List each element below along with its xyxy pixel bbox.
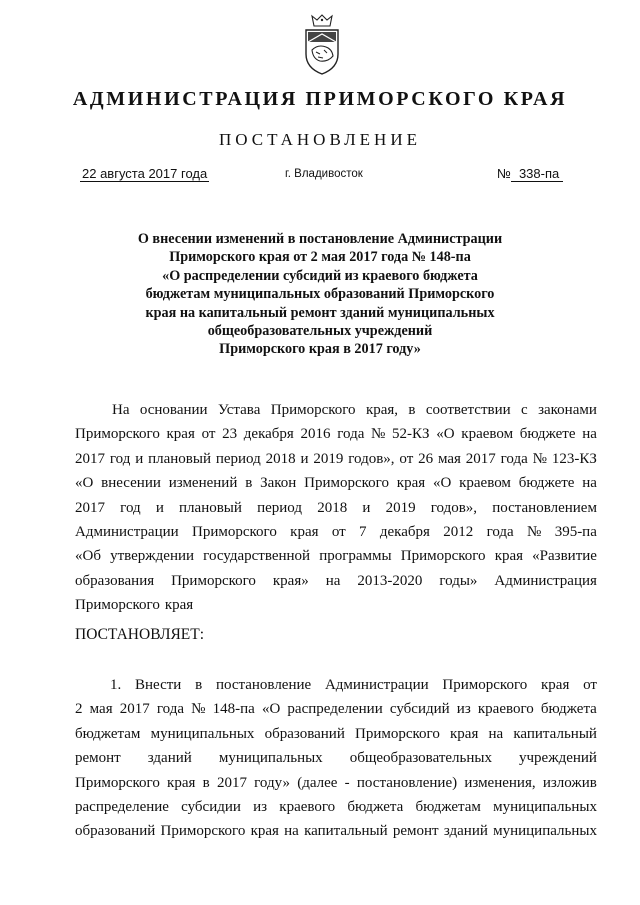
coat-of-arms-emblem [298, 12, 346, 76]
title-line: Приморского края в 2017 году» [219, 341, 421, 358]
text-line: 2017 год и плановый период 2018 и 2019 годов», постановлением [75, 499, 597, 516]
text-line: 2017 год и плановый период 2018 и 2019 годов», от 26 мая 2017 года № 123-КЗ [75, 450, 597, 467]
resolves-heading: ПОСТАНОВЛЯЕТ: [75, 626, 205, 643]
text-line: На основании Устава Приморского края, в соответствии с законами [112, 402, 597, 418]
title-line: Приморского края от 2 мая 2017 года № 148-па [169, 249, 471, 266]
text-line: образования Приморского края» на 2013-2020 годы» Администрация [75, 572, 597, 589]
preamble-paragraph [75, 398, 597, 618]
title-line: «О распределении субсидий из краевого бюджета [162, 267, 478, 284]
text-line: Приморского края от 23 декабря 2016 года № 52-КЗ «О краевом бюджете на [75, 426, 597, 443]
text-line: бюджетам муниципальных образований Приморского края на капитальный [75, 725, 597, 742]
text-line: «Об утверждении государственной программы Приморского края «Развитие [75, 548, 597, 565]
text-line: распределение субсидии из краевого бюджета бюджетам муниципальных [75, 799, 597, 816]
text-line: образований Приморского края на капитальный ремонт зданий муниципальных [75, 823, 597, 840]
document-date: 22 августа 2017 года [82, 166, 208, 181]
text-line: ремонт зданий муниципальных общеобразовательных учреждений [75, 750, 597, 767]
text-line: Приморского края [75, 597, 194, 614]
document-city: г. Владивосток [285, 168, 363, 180]
document-number: № 338-па [497, 166, 563, 181]
item-1-paragraph [75, 673, 597, 844]
title-line: О внесении изменений в постановление Администрации [137, 231, 503, 247]
document-type: ПОСТАНОВЛЕНИЕ [218, 130, 421, 149]
text-line: Приморского края в 2017 году» (далее - постановление) изменения, изложив [75, 774, 597, 791]
organization-name: АДМИНИСТРАЦИЯ ПРИМОРСКОГО КРАЯ [72, 88, 568, 110]
text-line: 1. Внести в постановление Администрации Приморского края от [110, 677, 597, 693]
text-line: Администрации Приморского края от 7 декабря 2012 года № 395-па [75, 524, 597, 541]
text-line: «О внесении изменений в Закон Приморского края «О краевом бюджете на [75, 475, 597, 492]
text-line: 2 мая 2017 года № 148-па «О распределении субсидий из краевого бюджета [75, 701, 597, 718]
title-line: края на капитальный ремонт зданий муниципальных [145, 304, 495, 321]
document-title [120, 230, 520, 359]
title-line: бюджетам муниципальных образований Приморского [145, 286, 495, 303]
title-line: общеобразовательных учреждений [207, 323, 433, 340]
